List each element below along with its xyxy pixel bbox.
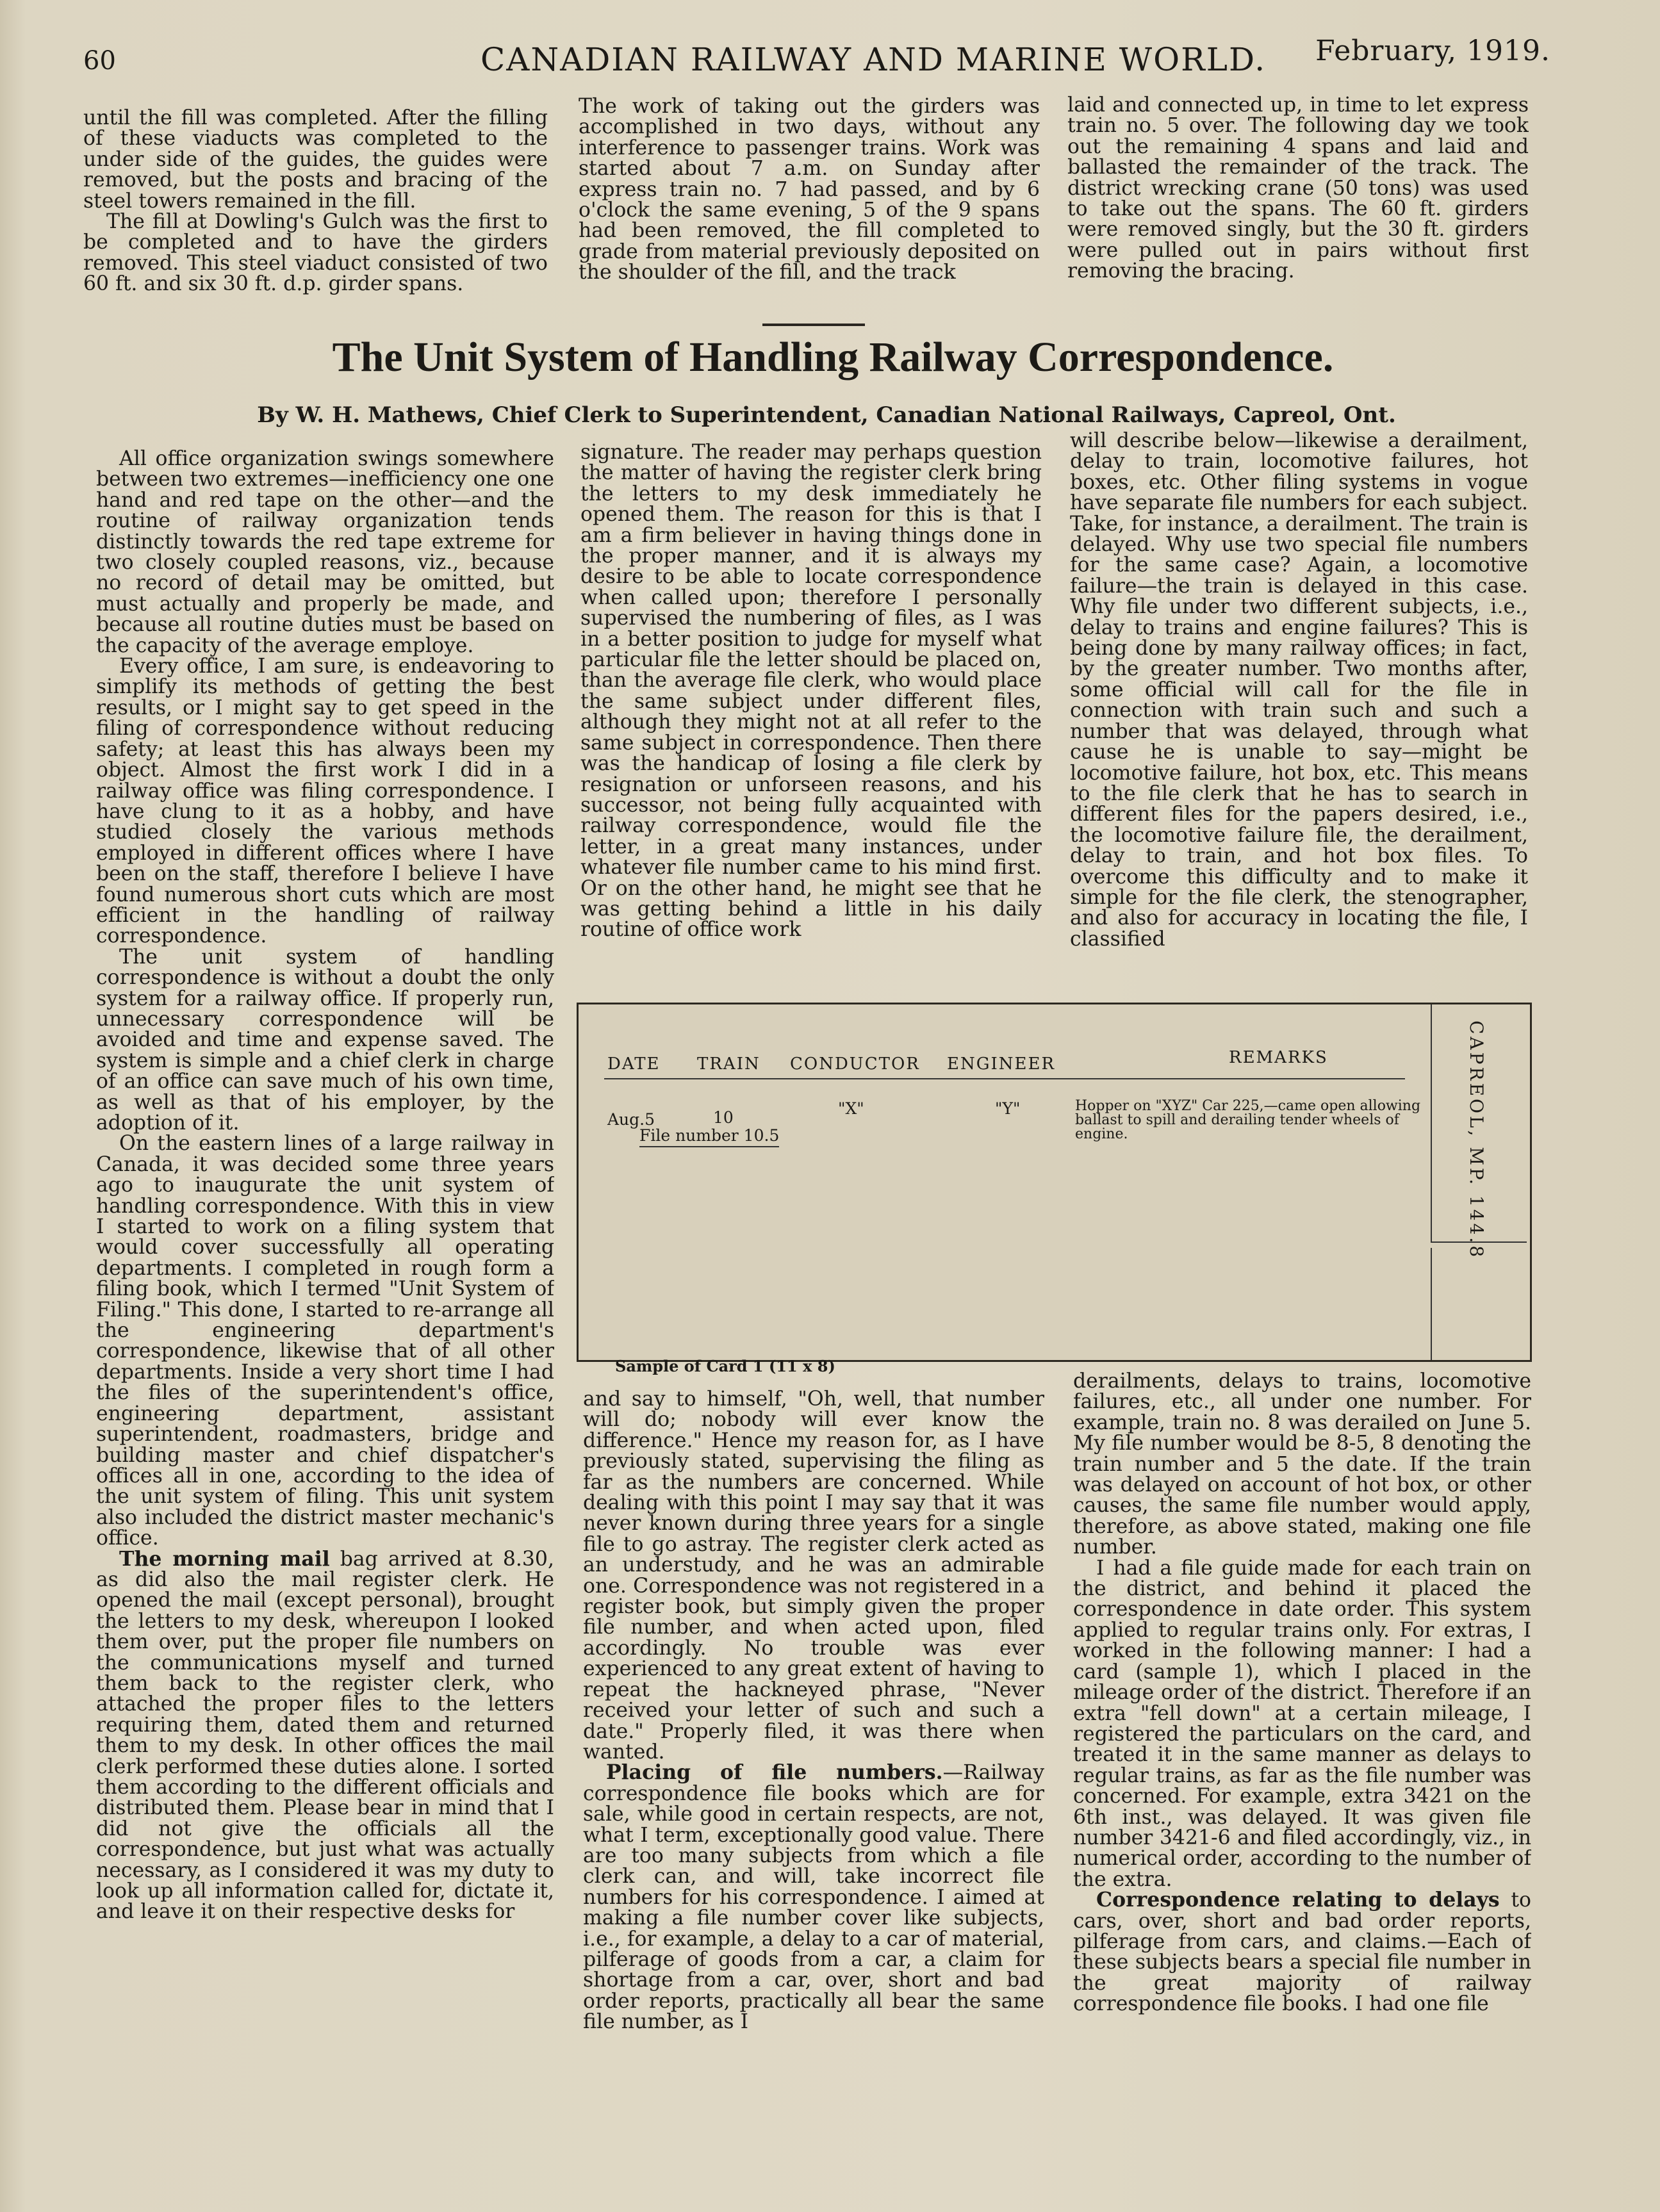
paragraph: until the fill was completed. After the filling of these viaducts was completed to the under side of the guides, the guides were removed, but the posts and bracing of the steel towers remained in the fill.	[83, 108, 548, 213]
paragraph: The work of taking out the girders was accomplished in two days, without any interference to passenger trains. Work was started about 7 a.m. on Sunday after express train no. 7 had passed, and by 6 o'clock the same evening, 5 of the 9 spans had been removed, the fill completed to grade from material previously deposited on the shoulder of the fill, and the track	[579, 96, 1040, 284]
page-header	[83, 31, 1550, 82]
card-side-label: CAPREOL, MP. 144.8	[1466, 1020, 1487, 1260]
card-header-rule	[604, 1078, 1405, 1079]
paragraph: signature. The reader may perhaps question the matter of having the register clerk bring the letters to my desk immediately he opened them. The reason for this is that I am a firm believer in having things done in the proper manner, and it is always my desire to be able to locate correspondence when called upon; therefore I personally supervised the numbering of files, as I was in a better position to judge for myself what particular file the letter should be placed on, than the average file clerk, who would place the same subject under different files, although they might not at all refer to the same subject in correspondence. Then there was the handicap of losing a file clerk by resignation or unforseen reasons, and his successor, not being fully acquainted with railway correspondence, would file the letter, in a great many instances, under whatever file number came to his mind first. Or on the other hand, he might see that he was getting behind a little in his daily routine of office work	[580, 442, 1042, 942]
card-header-train: TRAIN	[697, 1054, 760, 1074]
article-column-1	[96, 448, 554, 2140]
card-remarks-value: Hopper on "XYZ" Car 225,—came open allowing ballast to spill and derailing tender wheels of engine.	[1075, 1098, 1421, 1142]
paragraph: The fill at Dowling's Gulch was the first to be completed and to have the girders removed. This steel viaduct consisted of two 60 ft. and six 30 ft. d.p. girder spans.	[83, 210, 548, 296]
paragraph: I had a file guide made for each train on the district, and behind it placed the correspondence in date order. This system applied to regular trains only. For extras, I worked in the following manner: I had a card (sample 1), which I placed in the mileage order of the district. Therefore if an extra "fell down" at a certain mileage, I registered the particulars on the card, and treated it in the same manner as delays to regular trains, as far as the file number was concerned. For example, extra 3421 on the 6th inst., was delayed. It was given file number 3421-6 and filed accordingly, viz., in numerical order, according to the number of the extra.	[1073, 1556, 1531, 1891]
article-column-3	[1070, 430, 1528, 994]
paragraph: derailments, delays to trains, locomotive failures, etc., all under one number. For example, train no. 8 was derailed on June 5. My file number would be 8-5, 8 denoting the train number and 5 the date. If the train was delayed on account of hot box, or other causes, the same file number would apply, therefore, as above stated, making one file number.	[1073, 1371, 1531, 1559]
bold-lead: Placing of file numbers.	[606, 1760, 943, 1785]
paragraph: and say to himself, "Oh, well, that number will do; nobody will ever know the difference." Hence my reason for, as I have previously stated, supervising the filing as far as the numbers are concerned. While dealing with this point I may say that it was never known during three years for a single file to go astray. The register clerk acted as an understudy, and he was an admirable one. Correspondence was not registered in a register book, but simply given the proper file number, and when acted upon, filed accordingly. No trouble was ever experienced to any great extent of having to repeat the hackneyed phrase, "Never received your letter of such and such a date." Properly filed, it was there when wanted.	[583, 1389, 1044, 1764]
publication-title: CANADIAN RAILWAY AND MARINE WORLD.	[481, 41, 1267, 78]
paragraph: On the eastern lines of a large railway in Canada, it was decided some three years ago to inaugurate the unit system of handling correspondence. With this in view I started to work on a filing system that would cover successfully all operating departments. I completed in rough form a filing book, which I termed "Unit System of Filing." This done, I started to re-arrange all the engineering department's correspondence, likewise that of all other departments. Inside a very short time I had the files of the superintendent's office, engineering department, assistant superintendent, roadmasters, bridge and building master and chief dispatcher's offices all in one, according to the idea of the unit system of filing. This unit system also included the district master mechanic's office.	[96, 1132, 554, 1550]
card-conductor-value: "X"	[838, 1099, 864, 1118]
article-column-3-lower	[1073, 1371, 1531, 2133]
paragraph-correspondence	[1073, 1890, 1531, 2014]
article-byline: By W. H. Mathews, Chief Clerk to Superintendent, Canadian National Railways, Capreol, Ont.	[257, 402, 1396, 428]
top-column-1	[83, 108, 548, 332]
card-engineer-value: "Y"	[995, 1099, 1021, 1118]
top-column-3	[1067, 95, 1529, 306]
article-column-2	[580, 442, 1042, 999]
paragraph: laid and connected up, in time to let express train no. 5 over. The following day we took out the remaining 4 spans and laid and ballasted the remainder of the track. The district wrecking crane (50 tons) was used to take out the spans. The 60 ft. girders were removed singly, but the 30 ft. girders were pulled out in pairs without first removing the bracing.	[1067, 95, 1529, 283]
figure-caption: Sample of Card 1 (11 x 8)	[615, 1357, 835, 1375]
paragraph-text: to cars, over, short and bad order reports, pilferage from cars, and claims.—Each of these subjects bears a special file number in the great majority of railway correspondence file books. I had one file	[1073, 1888, 1531, 2016]
paragraph-text: bag arrived at 8.30, as did also the mail register clerk. He opened the mail (except personal), brought the letters to my desk, whereupon I looked them over, put the proper file numbers on the communications myself and turned them back to the register clerk, who attached the proper files to the letters requiring them, dated them and returned them to my desk. In other offices the mail clerk performed these duties alone. I sorted them according to the different officials and distributed them. Please bear in mind that I did not give the officials all the correspondence, but just what was actually necessary, as I considered it was my duty to look up all information called for, dictate it, and leave it on their respective desks for	[96, 1547, 554, 1924]
bold-lead: Correspondence relating to delays	[1096, 1888, 1500, 1912]
paragraph-morning-mail	[96, 1546, 554, 1924]
card-date-value: Aug.5	[607, 1110, 655, 1129]
card-file-number: File number 10.5	[639, 1126, 779, 1147]
section-rule	[762, 324, 865, 326]
card-header-remarks: REMARKS	[1229, 1048, 1328, 1067]
article-headline: The Unit System of Handling Railway Correspondence.	[332, 334, 1334, 381]
paragraph: will describe below—likewise a derailment, delay to train, locomotive failures, hot boxes, etc. Other filing systems in vogue have separate file numbers for each subject. Take, for instance, a derailment. The train is delayed. Why use two special file numbers for the same case? Again, a locomotive failure—the train is delayed in this case. Why file under two different subjects, i.e., delay to trains and engine failures? This is being done by many railway offices; in fact, by the greater number. Two months after, some official will call for the file in connection with train such and such a number that was delayed, through what cause he is unable to say—might be locomotive failure, hot box, etc. This means to the file clerk that he has to search in different files for the papers desired, i.e., the locomotive failure file, the derailment, delay to train, and hot box files. To overcome this difficulty and to make it simple for the file clerk, the stenographer, and also for accuracy in locating the file, I classified	[1070, 430, 1528, 951]
paragraph: Every office, I am sure, is endeavoring to simplify its methods of getting the best results, or I might say to get speed in the filing of correspondence without reducing safety; at least this has always been my object. Almost the first work I did in a railway office was filing correspondence. I have clung to it as a hobby, and have studied closely the various methods employed in different offices where I have been on the staff, therefore I believe I have found numerous short cuts which are most efficient in the handling of railway correspondence.	[96, 655, 554, 948]
issue-date: February, 1919.	[1315, 35, 1550, 67]
paragraph-placing	[583, 1762, 1044, 2032]
card-train-value: 10	[713, 1108, 734, 1127]
paragraph: The unit system of handling correspondence is without a doubt the only system for a railway office. If properly run, unnecessary correspondence will be avoided and time and expense saved. The system is simple and a chief clerk in charge of an office can save much of his own time, as well as that of his employer, by the adoption of it.	[96, 945, 554, 1135]
page-number: 60	[83, 46, 116, 76]
paragraph: All office organization swings somewhere between two extremes—inefficiency one one hand and red tape on the other—and the routine of railway organization tends distinctly towards the red tape extreme for two closely coupled reasons, viz., because no record of detail may be omitted, but must actually and properly be made, and because all routine duties must be based on the capacity of the average employe.	[96, 448, 554, 657]
card-header-date: DATE	[607, 1054, 661, 1074]
paragraph-text: —Railway correspondence file books which are for sale, while good in certain respects, are not, what I term, exceptionally good value. There are too many subjects from which a file clerk can, and will, take incorrect file numbers for his correspondence. I aimed at making a file number cover like subjects, i.e., for example, a delay to a car of material, pilferage of goods from a car, a claim for shortage from a car, over, short and bad order reports, practically all bear the same file number, as I	[583, 1761, 1044, 2034]
bold-lead: The morning mail	[119, 1546, 330, 1571]
card-divider	[1431, 1004, 1432, 1241]
article-column-2-lower	[583, 1389, 1044, 2138]
sample-card-figure	[577, 1003, 1532, 1362]
top-column-2	[579, 96, 1040, 314]
card-header-engineer: ENGINEER	[947, 1054, 1056, 1074]
card-divider	[1431, 1248, 1432, 1360]
card-header-conductor: CONDUCTOR	[790, 1054, 920, 1074]
